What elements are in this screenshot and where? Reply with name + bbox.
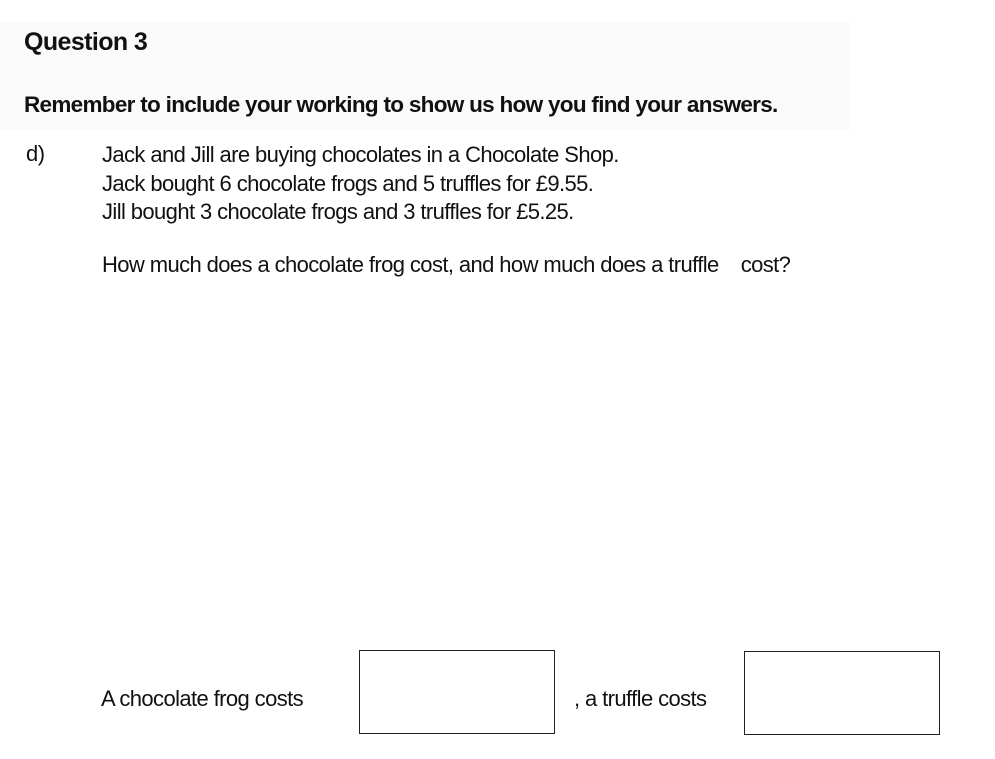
statement-line: Jill bought 3 chocolate frogs and 3 truffles for £5.25. (102, 199, 574, 224)
frog-answer-box[interactable] (359, 650, 555, 734)
instruction-text: Remember to include your working to show us how you find your answers. (24, 92, 778, 117)
question-title: Question 3 (24, 28, 148, 56)
truffle-answer-label: , a truffle costs (574, 686, 707, 711)
question-prompt: How much does a chocolate frog cost, and how much does a truffle cost? (102, 252, 791, 277)
problem-statement (102, 141, 619, 227)
truffle-answer-box[interactable] (744, 651, 940, 735)
statement-line: Jack and Jill are buying chocolates in a Chocolate Shop. (102, 142, 619, 167)
statement-line: Jack bought 6 chocolate frogs and 5 truffles for £9.55. (102, 170, 594, 196)
frog-answer-label: A chocolate frog costs (101, 686, 304, 711)
part-label: d) (26, 141, 45, 166)
